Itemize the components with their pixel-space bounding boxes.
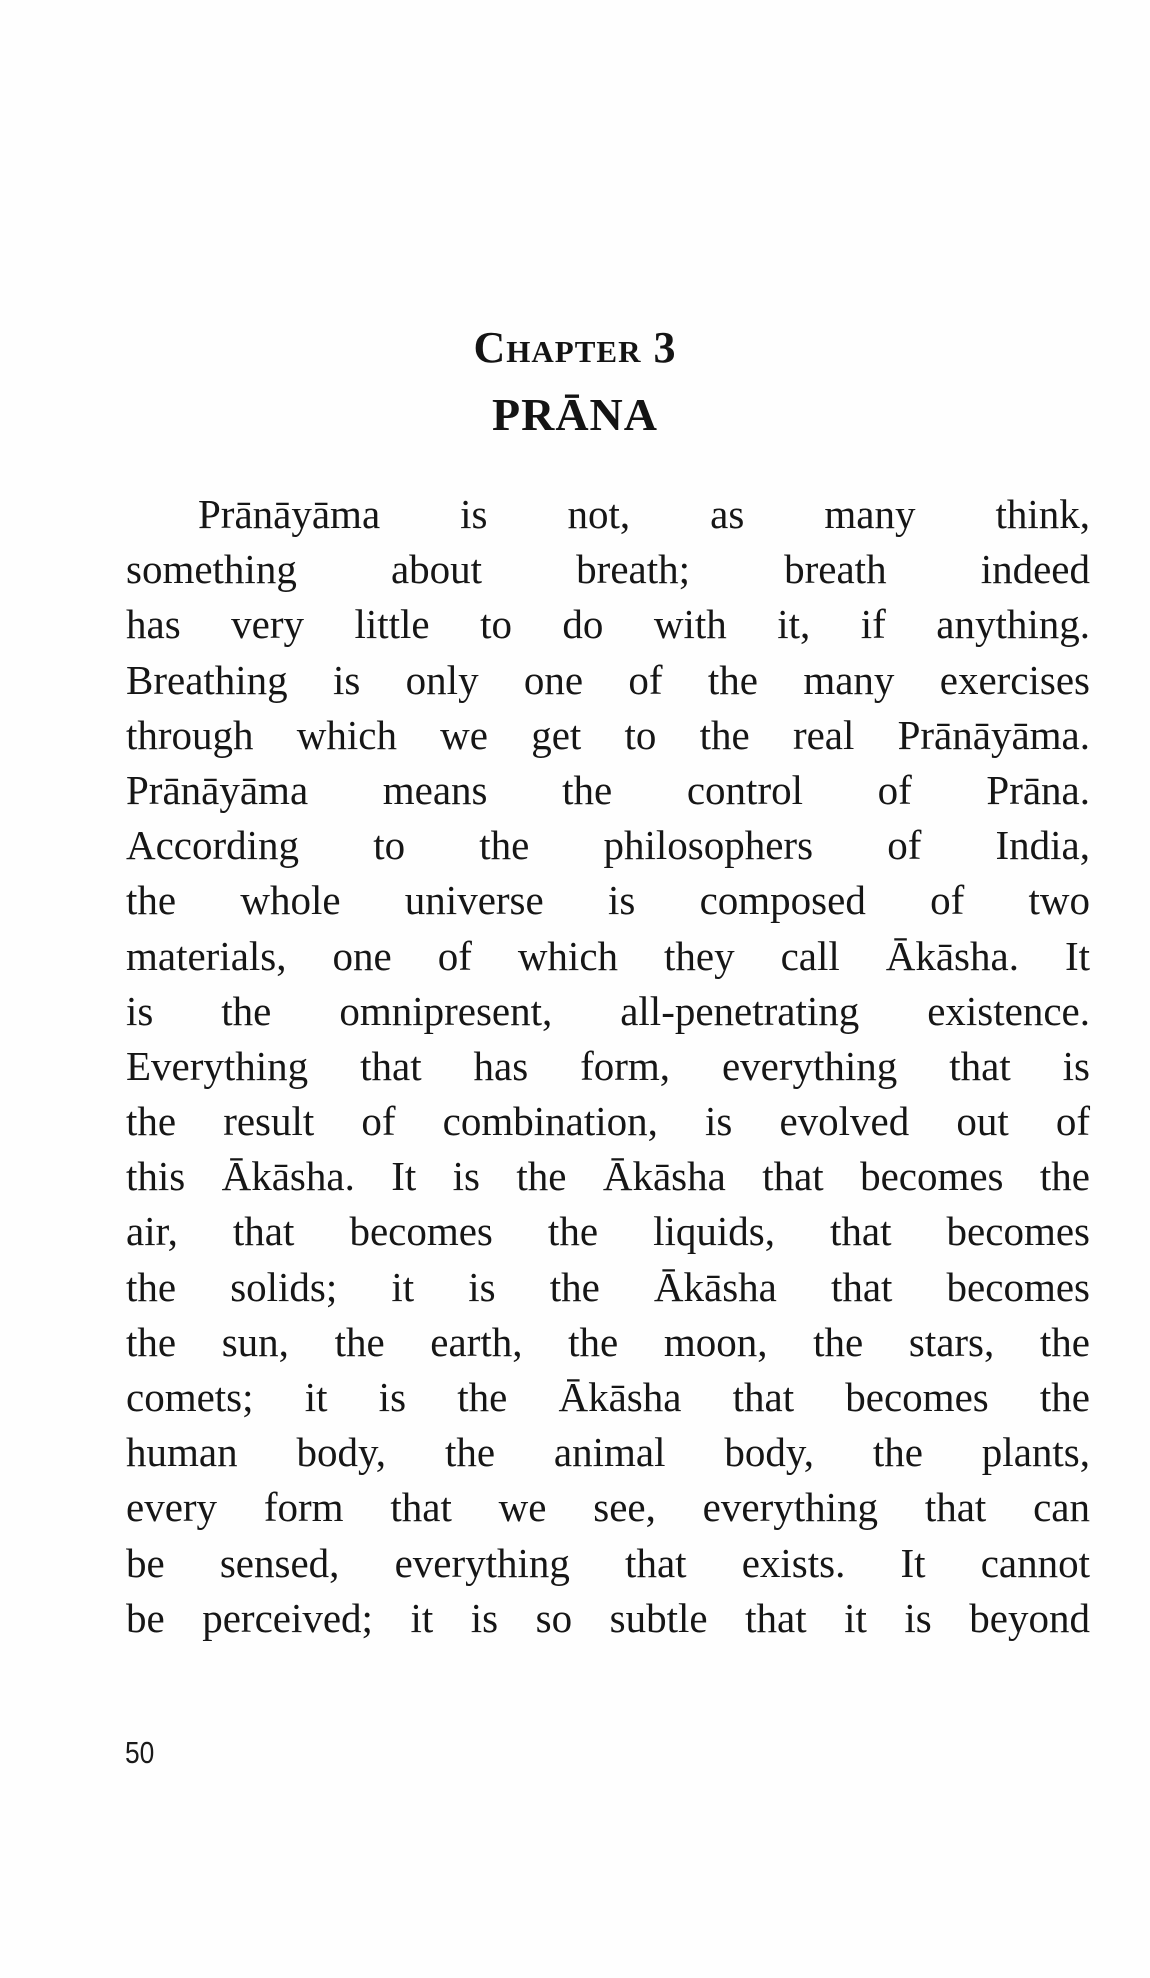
body-paragraph: [126, 487, 1090, 1646]
text-line: human body, the animal body, the plants,: [126, 1429, 1090, 1476]
text-line: through which we get to the real Prānāyāma.: [126, 711, 1090, 758]
text-line: materials, one of which they call Ākāsha. It: [126, 932, 1090, 979]
text-line: According to the philosophers of India,: [126, 822, 1090, 869]
text-line: air, that becomes the liquids, that becomes: [126, 1208, 1090, 1255]
text-line: this Ākāsha. It is the Ākāsha that becomes the: [126, 1153, 1090, 1200]
chapter-label: Chapter 3: [473, 323, 677, 372]
text-line: Prānāyāma means the control of Prāna.: [126, 766, 1090, 813]
text-line: the sun, the earth, the moon, the stars, the: [126, 1318, 1090, 1365]
text-line: Breathing is only one of the many exercises: [126, 656, 1090, 703]
text-line: Everything that has form, everything that is: [126, 1042, 1090, 1089]
text-line: be sensed, everything that exists. It cannot: [126, 1539, 1090, 1586]
chapter-title: PRĀNA: [492, 389, 658, 440]
text-line: is the omnipresent, all-penetrating existence.: [126, 987, 1090, 1034]
text-line: something about breath; breath indeed: [126, 546, 1090, 593]
text-line: the whole universe is composed of two: [126, 877, 1090, 924]
text-line: the solids; it is the Ākāsha that becomes: [126, 1263, 1090, 1310]
text-line: comets; it is the Ākāsha that becomes the: [126, 1374, 1090, 1420]
text-line: Prānāyāma is not, as many think,: [198, 491, 1090, 537]
text-line: every form that we see, everything that can: [126, 1484, 1090, 1531]
page-number: 50: [125, 1735, 155, 1770]
text-line: be perceived; it is so subtle that it is beyond: [126, 1594, 1090, 1641]
text-line: has very little to do with it, if anything.: [126, 601, 1090, 648]
text-line: the result of combination, is evolved out of: [126, 1098, 1090, 1145]
